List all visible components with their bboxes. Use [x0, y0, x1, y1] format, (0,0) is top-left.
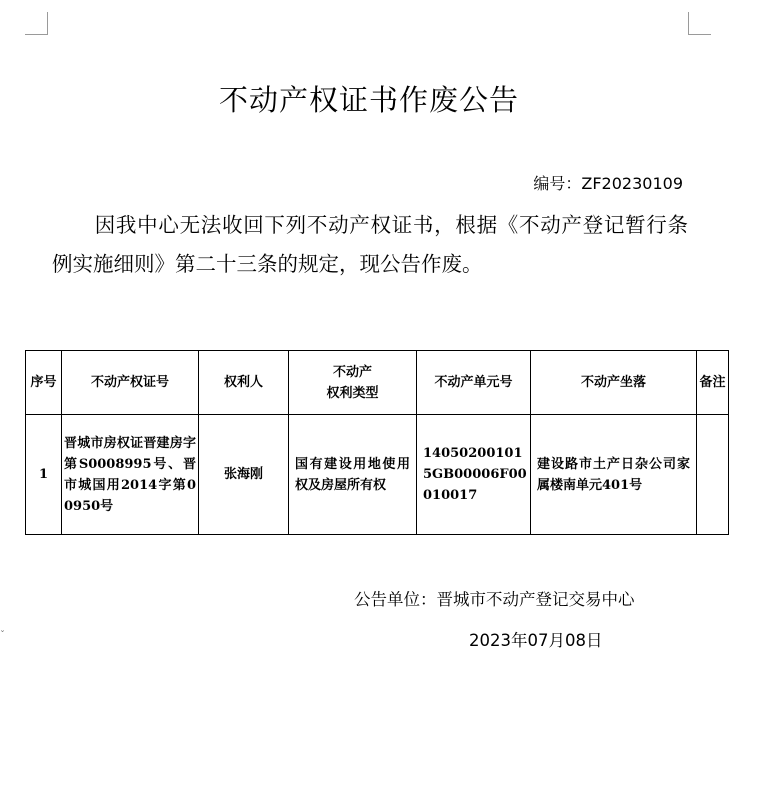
cell-seq: 1 [26, 415, 62, 535]
certificate-table [25, 350, 729, 535]
document-number-label: 编号： [533, 174, 582, 193]
header-location: 不动产坐落 [531, 351, 697, 415]
cell-cert-no: 晋城市房权证晋建房字第S0008995号、晋市城国用2014字第00950号 [62, 415, 199, 535]
header-unit-no: 不动产单元号 [417, 351, 531, 415]
header-right-type-line1: 不动产 [332, 364, 372, 380]
header-note: 备注 [697, 351, 729, 415]
table-row [26, 415, 729, 535]
cell-note [697, 415, 729, 535]
cell-unit-no: 140502001015GB00006F00010017 [417, 415, 531, 535]
page-corner-mark-top-left [25, 12, 48, 35]
document-number [533, 171, 683, 194]
cell-right-type: 国有建设用地使用权及房屋所有权 [289, 415, 417, 535]
document-title: 不动产权证书作废公告 [218, 83, 519, 117]
header-right-type-line2: 权利类型 [326, 385, 379, 401]
issue-date: 2023年07月08日 [469, 631, 603, 650]
cell-location: 建设路市土产日杂公司家属楼南单元401号 [531, 415, 697, 535]
cell-holder: 张海刚 [199, 415, 289, 535]
margin-mark: ˇ [0, 630, 5, 641]
header-holder: 权利人 [199, 351, 289, 415]
announcement-text: 因我中心无法收回下列不动产权证书，根据《不动产登记暂行条例实施细则》第二十三条的规定，现公告作废。 [52, 213, 688, 276]
header-right-type [289, 351, 417, 415]
header-seq: 序号 [26, 351, 62, 415]
announcement-body [52, 206, 688, 284]
header-cert-no: 不动产权证号 [62, 351, 199, 415]
issuing-unit: 公告单位：晋城市不动产登记交易中心 [354, 590, 635, 609]
table-header-row [26, 351, 729, 415]
page-corner-mark-top-right [688, 12, 711, 35]
document-number-value: ZF20230109 [581, 174, 683, 193]
